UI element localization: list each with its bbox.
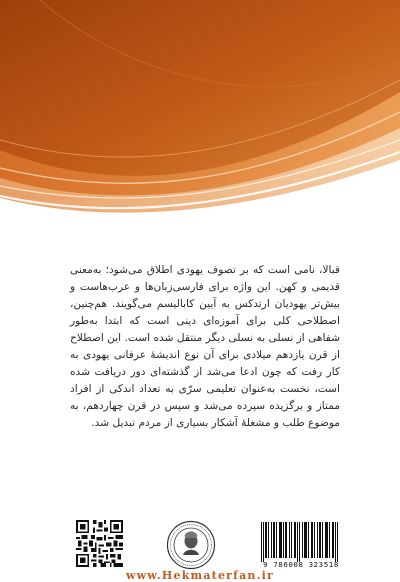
publisher-website[interactable]: www.Hekmaterfan.ir [125,569,275,582]
isbn-number: 9 786008 323518 [263,560,339,569]
isbn-barcode [258,520,342,564]
synopsis-text: قبالا، نامی است که بر تصوف یهودی اطلاق می‌شود؛ به‌معنی قدیمی و کهن. این واژه برای فارسی‌زبان‌ها و عرب‌هاست و بیش‌تر یهودیان ارتدکس به آیین کابالیسم می‌گویند. هم‌چنین، اصطلاحی کلی برای آموزه‌ای دینی است که ابتدا به‌طور شفاهی از نسلی به نسلی دیگر منتقل شده است. این اصطلاح از قرن یازدهم میلادی برای آن نوع اندیشهٔ عرفانی یهودی به کار رفت که چون ادعا می‌شد از گذشته‌ای دور دریافت شده است، نخست به‌عنوان تعلیمی سرّی به تعداد اندکی از افراد ممتاز و برگزیده سپرده می‌شد و سپس در قرن چهاردهم، به موضوع طلب و مشغلهٔ آشکار بسیاری از مردم تبدیل شد. [70,264,340,429]
qr-code-icon [76,520,123,567]
publisher-seal-icon [166,520,216,570]
